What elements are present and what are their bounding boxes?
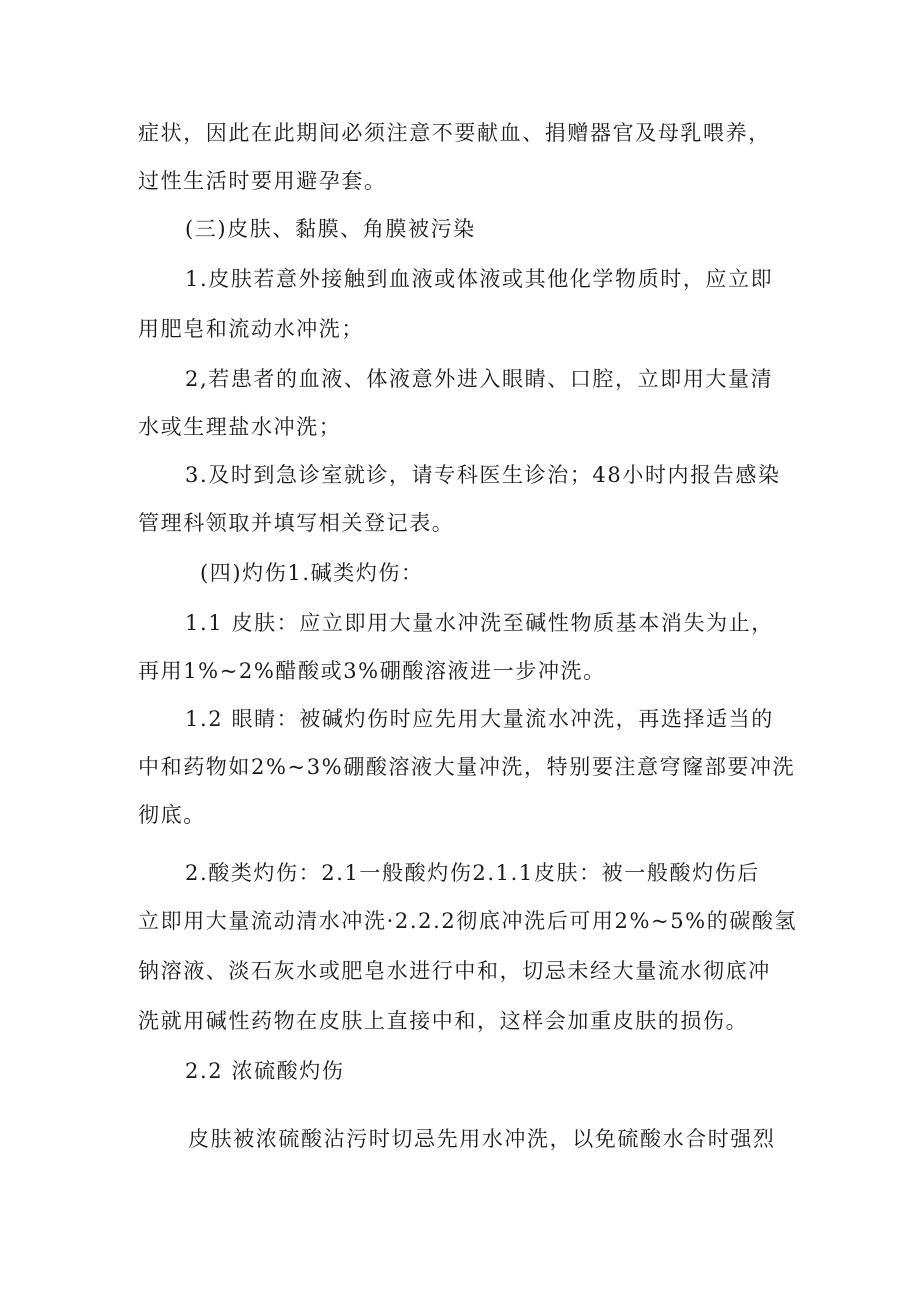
text-line-18: 钠溶液、淡石灰水或肥皂水进行中和，切忌未经大量流水彻底冲 (138, 959, 771, 983)
text-line-14: 中和药物如2%~3%硼酸溶液大量冲洗，特别要注意穹窿部要冲洗 (138, 755, 796, 779)
text-line-21: 皮肤被浓硫酸沾污时切忌先用水冲洗，以免硫酸水合时强烈 (188, 1127, 776, 1151)
section-heading-3: (三)皮肤、黏膜、角膜被污染 (185, 217, 476, 241)
text-line-17: 立即用大量流动清水冲洗·2.2.2彻底冲洗后可用2%~5%的碳酸氢 (138, 909, 798, 933)
text-line-15: 彻底。 (138, 803, 206, 827)
text-line-13: 1.2 眼睛：被碱灼伤时应先用大量流水冲洗，再选择适当的 (185, 707, 774, 731)
text-line-16: 2.酸类灼伤：2.1一般酸灼伤2.1.1皮肤：被一般酸灼伤后 (185, 861, 760, 885)
text-line-12: 再用1%~2%醋酸或3%硼酸溶液进一步冲洗。 (138, 659, 606, 683)
subsection-heading-2-2: 2.2 浓硫酸灼伤 (185, 1059, 345, 1083)
text-line-9: 管理科领取并填写相关登记表。 (138, 511, 455, 535)
text-line-11: 1.1 皮肤：应立即用大量水冲洗至碱性物质基本消失为止， (185, 611, 774, 635)
text-line-5: 用肥皂和流动水冲洗； (138, 317, 364, 341)
text-line-7: 水或生理盐水冲洗； (138, 415, 342, 439)
text-line-1: 症状，因此在此期间必须注意不要献血、捐赠器官及母乳喂养， (138, 121, 771, 145)
text-line-4: 1.皮肤若意外接触到血液或体液或其他化学物质时，应立即 (185, 267, 774, 291)
text-line-8: 3.及时到急诊室就诊，请专科医生诊治；48小时内报告感染 (185, 463, 781, 487)
text-line-6: 2,若患者的血液、体液意外进入眼睛、口腔，立即用大量清 (185, 367, 774, 391)
text-line-2: 过性生活时要用避孕套。 (138, 169, 387, 193)
text-line-19: 洗就用碱性药物在皮肤上直接中和，这样会加重皮肤的损伤。 (138, 1009, 749, 1033)
section-heading-4: (四)灼伤1.碱类灼伤： (200, 561, 424, 585)
